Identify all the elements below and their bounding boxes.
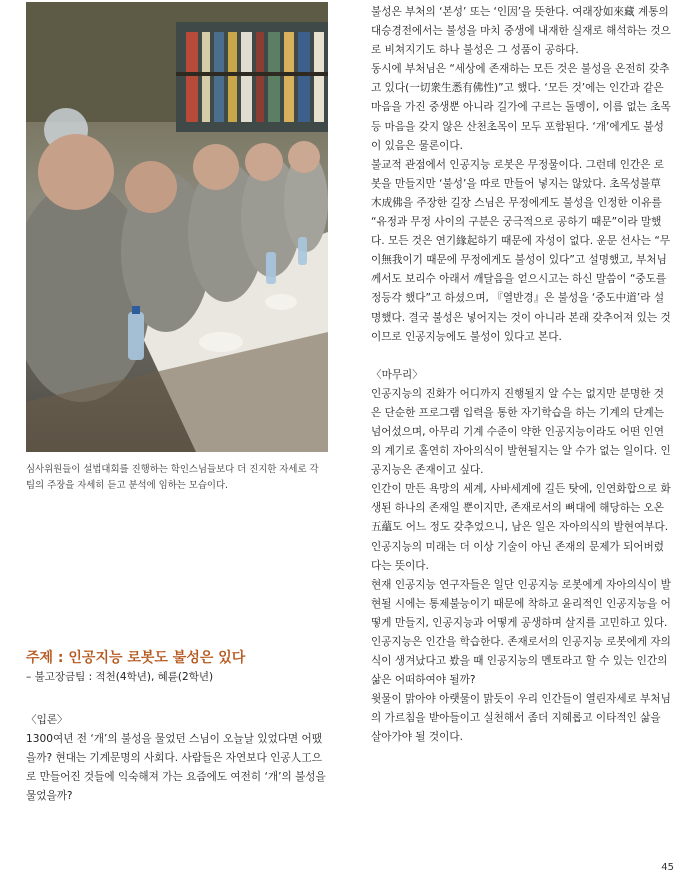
paragraph: 현재 인공지능 연구자들은 일단 인공지능 로봇에게 자아의식이 발현될 시에는 통제불능이기 때문에 착하고 윤리적인 인공지능을 어떻게 만들지, 인공지능과 어떻게 공생하며 살지를 고민하고 있다.	[371, 578, 671, 629]
photo-caption: 심사위원들이 설법대회를 진행하는 학인스님들보다 더 진지한 자세로 각 팀의 주장을 자세히 듣고 분석에 임하는 모습이다.	[26, 464, 319, 491]
paragraph: 윗물이 맑아야 아랫물이 맑듯이 우리 인간들이 열린자세로 부처님의 가르침을 받아들이고 실천해서 좀더 지혜롭고 이타적인 삶을 살아가야 될 것이다.	[371, 693, 671, 744]
right-column-body	[371, 3, 671, 748]
left-column-body	[26, 711, 326, 806]
intro-heading: 〈입론〉	[26, 714, 68, 726]
closing-heading: 〈마무리〉	[371, 368, 423, 381]
paragraph: 인간이 만든 욕망의 세계, 사바세계에 길든 탓에, 인연화합으로 화생된 하나의 존재일 뿐이지만, 존재로서의 뼈대에 해당하는 오온五蘊도 어느 정도 갖추었으니, 남은 일은 자아의식의 발현여부다. 인공지능의 미래는 더 이상 기술이 아닌 존재의 문제가 되어버렸다는 뜻이다.	[371, 483, 671, 572]
photo-monks-listening	[26, 2, 328, 452]
topic-title: 주제 : 인공지능 로봇도 불성은 있다	[26, 650, 246, 666]
paragraph: 인공지능은 인간을 학습한다. 존재로서의 인공지능 로봇에게 자의식이 생겨났다고 봤을 때 인공지능의 멘토라고 할 수 있는 인간의 삶은 어떠하여야 될까?	[371, 636, 671, 687]
page-number: 45	[661, 862, 674, 873]
paragraph-gap	[371, 347, 671, 366]
team-members: – 불고장금팀 : 적천(4학년), 혜륜(2학년)	[26, 671, 214, 683]
paragraph: 인공지능의 진화가 어디까지 진행될지 알 수는 없지만 분명한 것은 단순한 프로그램 입력을 통한 자기학습을 하는 기계의 단계는 넘어섰으며, 아무리 기계 수준이 약한 인공지능이라도 어떤 인연의 계기로 홀연히 자아의식이 발현될지는 알 수가 없는 일이다. 인공지능은 존재이고 싶다.	[371, 387, 671, 477]
paragraph: 불성은 부처의 ‘본성’ 또는 ‘인因’을 뜻한다. 여래장如來藏 계통의 대승경전에서는 불성을 마치 중생에 내재한 실재로 해석하는 것으로 비쳐지기도 하나 불성은 그 성품이 공하다.	[371, 6, 671, 57]
photo-illustration	[26, 2, 328, 452]
paragraph: 동시에 부처님은 “세상에 존재하는 모든 것은 불성을 온전히 갖추고 있다(一切衆生悉有佛性)”고 했다. ‘모든 것’에는 인간과 같은 마음을 가진 중생뿐 아니라 길가에 구르는 돌멩이, 이름 없는 초목 등 마음을 갖지 않은 산천초목이 모두 포함된다. ‘개’에게도 불성이 있음은 물론이다.	[371, 63, 671, 152]
paragraph: 불교적 관점에서 인공지능 로봇은 무정물이다. 그런데 인간은 로봇을 만들지만 ‘불성’을 따로 만들어 넣지는 않았다. 초목성불草木成佛을 주장한 길장 스님은 무정에게도 불성을 인정한 이유를 “유정과 무정 사이의 구분은 궁극적으로 공하기 때문”이라 말했다. 모든 것은 연기緣起하기 때문에 자성이 없다. 운문 선사는 “무이無我이기 때문에 무정에게도 불성이 있다”고 설명했고, 부처님께서도 보리수 아래서 깨달음을 얻으시고는 하신 말씀이 “중도를 정등각 했다”고 하셨으며, 『열반경』은 불성을 ‘중도中道’라 설명했다. 결국 불성은 넣어지는 것이 아니라 본래 갖추어져 있는 것이므로 인공지능에도 불성이 있다고 본다.	[371, 158, 671, 343]
intro-paragraph: 1300여년 전 ‘개’의 불성을 물었던 스님이 오늘날 있었다면 어땠을까? 현대는 기계문명의 사회다. 사람들은 자연보다 인공人工으로 만들어진 것들에 익숙해져 가는 요즘에도 여전히 ‘개’의 불성을 물었을까?	[26, 733, 326, 802]
